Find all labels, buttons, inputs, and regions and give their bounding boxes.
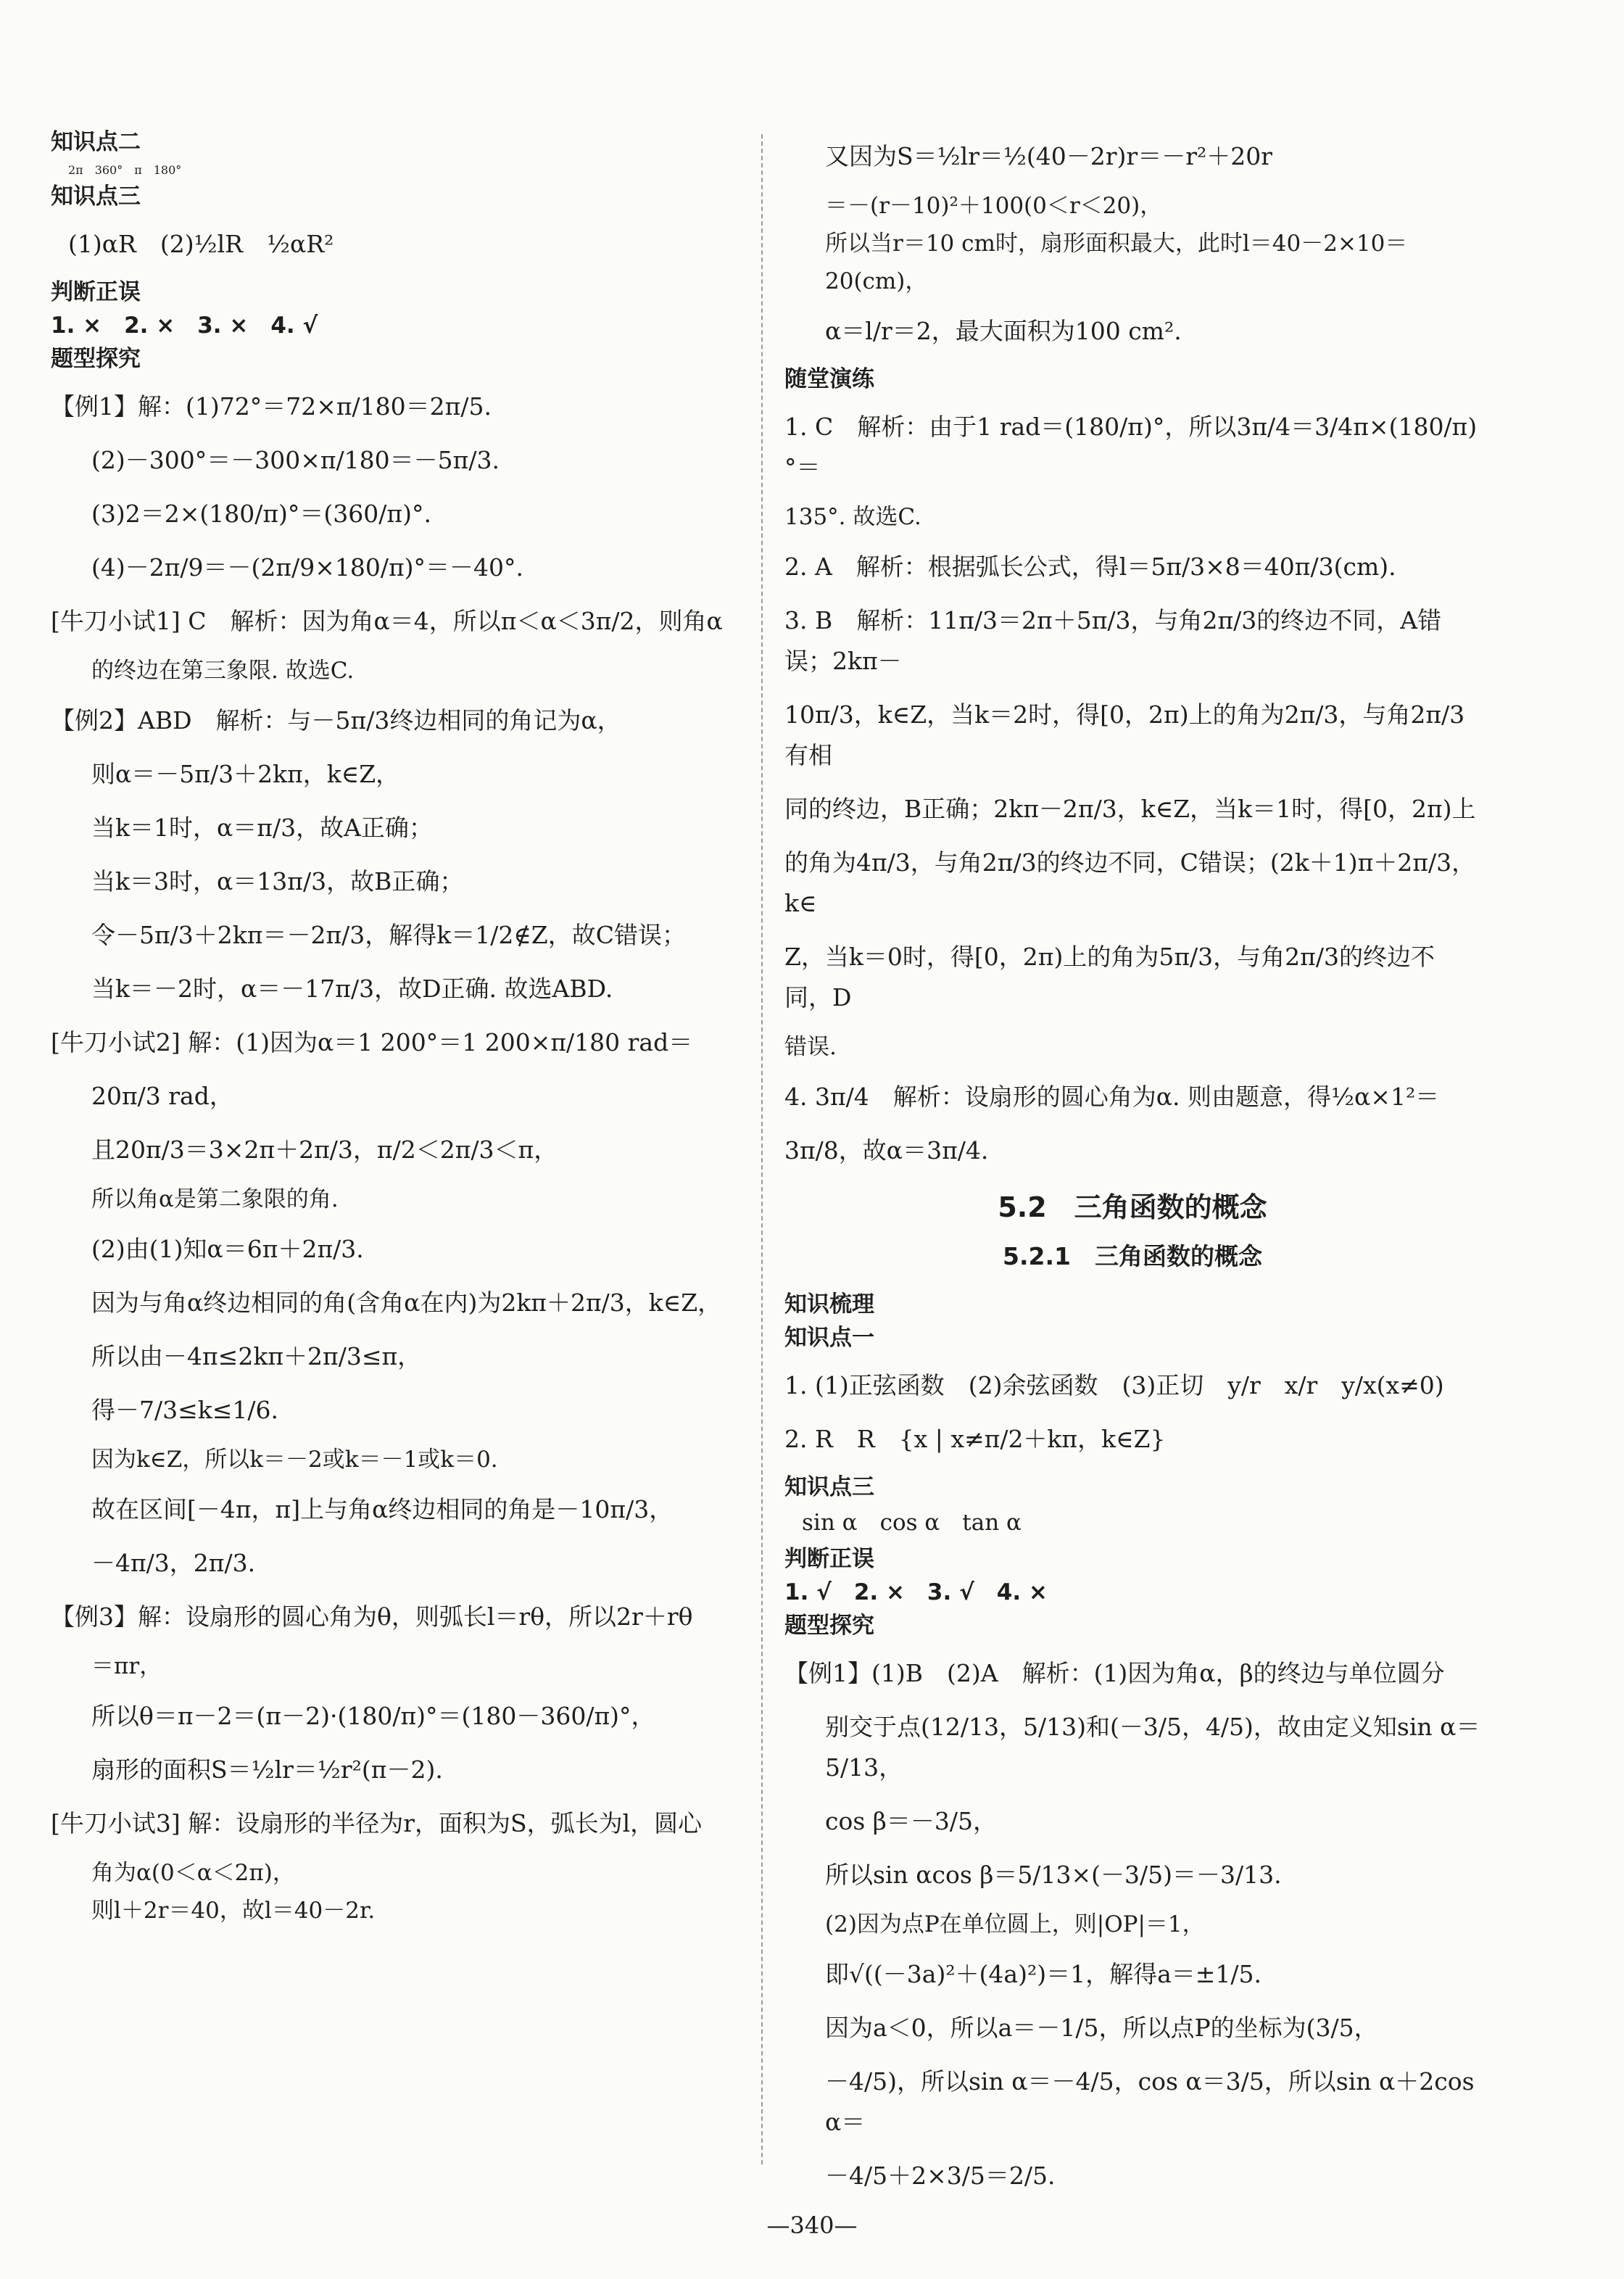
right-line: 135°. 故选C. bbox=[784, 504, 921, 530]
right-line: 随堂演练 bbox=[784, 366, 874, 392]
left-line: 1. × 2. × 3. × 4. √ bbox=[51, 313, 318, 339]
column-divider bbox=[761, 134, 763, 2164]
right-line: －4/5)，所以sin α＝－4/5，cos α＝3/5，所以sin α＋2cos α＝ bbox=[825, 2067, 1475, 2136]
right-line: 错误. bbox=[784, 1034, 837, 1060]
left-line: 【例3】解：设扇形的圆心角为θ，则弧长l＝rθ，所以2r＋rθ bbox=[51, 1602, 693, 1631]
right-line: 同的终边，B正确；2kπ－2π/3，k∈Z，当k＝1时，得[0，2π)上 bbox=[784, 795, 1476, 823]
left-line: 当k＝－2时，α＝－17π/3，故D正确. 故选ABD. bbox=[91, 975, 613, 1003]
right-line: 5.2 三角函数的概念 bbox=[998, 1191, 1267, 1223]
left-line: 当k＝3时，α＝13π/3，故B正确； bbox=[91, 867, 464, 896]
left-line: 则l＋2r＝40，故l＝40－2r. bbox=[91, 1898, 376, 1924]
left-line: 得－7/3≤k≤1/6. bbox=[91, 1396, 279, 1424]
right-column bbox=[784, 123, 1480, 2209]
left-line: 判断正误 bbox=[51, 279, 141, 305]
right-line: 4. 3π/4 解析：设扇形的圆心角为α. 则由题意，得½α×1²＝ bbox=[784, 1083, 1440, 1111]
left-line: 且20π/3＝3×2π＋2π/3，π/2＜2π/3＜π， bbox=[91, 1136, 558, 1164]
right-line: 3. B 解析：11π/3＝2π＋5π/3，与角2π/3的终边不同，A错误；2kπ－ bbox=[784, 606, 1442, 675]
left-line: ＝πr， bbox=[91, 1653, 162, 1679]
right-line: 1. (1)正弦函数 (2)余弦函数 (3)正切 y/r x/r y/x(x≠0) bbox=[784, 1371, 1444, 1399]
left-line: 则α＝－5π/3＋2kπ，k∈Z， bbox=[91, 760, 400, 788]
right-line: 知识梳理 bbox=[784, 1291, 874, 1318]
right-line: 又因为S＝½lr＝½(40－2r)r＝－r²＋20r bbox=[825, 142, 1272, 170]
right-line: ＝－(r－10)²＋100(0＜r＜20)， bbox=[825, 193, 1163, 219]
right-line: 2. R R {x | x≠π/2＋kπ，k∈Z} bbox=[784, 1425, 1166, 1453]
left-line: 所以θ＝π－2＝(π－2)·(180/π)°＝(180－360/π)°， bbox=[91, 1702, 655, 1730]
right-line: 的角为4π/3，与角2π/3的终边不同，C错误；(2k＋1)π＋2π/3，k∈ bbox=[784, 848, 1476, 917]
right-line: cos β＝－3/5， bbox=[825, 1807, 997, 1835]
left-line: 因为与角α终边相同的角(含角α在内)为2kπ＋2π/3，k∈Z， bbox=[91, 1289, 722, 1317]
left-line: 【例1】解：(1)72°＝72×π/180＝2π/5. bbox=[51, 392, 492, 421]
left-line: －4π/3，2π/3. bbox=[91, 1549, 256, 1577]
right-line: 题型探究 bbox=[784, 1613, 874, 1639]
right-line: 所以sin αcos β＝5/13×(－3/5)＝－3/13. bbox=[825, 1861, 1282, 1889]
left-line: 扇形的面积S＝½lr＝½r²(π－2). bbox=[91, 1755, 443, 1784]
right-line: 5.2.1 三角函数的概念 bbox=[1003, 1242, 1262, 1270]
left-line: 知识点三 bbox=[51, 183, 141, 210]
right-line: 所以当r＝10 cm时，扇形面积最大，此时l＝40－2×10＝ bbox=[825, 231, 1408, 257]
right-line: 因为a＜0，所以a＝－1/5，所以点P的坐标为(3/5， bbox=[825, 2014, 1378, 2042]
left-line: 的终边在第三象限. 故选C. bbox=[91, 658, 355, 684]
left-line: 当k＝1时，α＝π/3，故A正确； bbox=[91, 814, 433, 842]
left-line: 2π 360° π 180° bbox=[68, 163, 182, 177]
right-line: 知识点三 bbox=[784, 1474, 874, 1500]
right-line: 1. C 解析：由于1 rad＝(180/π)°，所以3π/4＝3/4π×(180/π)°＝ bbox=[784, 413, 1478, 481]
left-line: 【例2】ABD 解析：与－5π/3终边相同的角记为α， bbox=[51, 706, 621, 735]
left-line: 20π/3 rad， bbox=[91, 1082, 233, 1110]
left-line: 因为k∈Z，所以k＝－2或k＝－1或k＝0. bbox=[91, 1447, 498, 1473]
right-line: 知识点一 bbox=[784, 1325, 874, 1351]
left-line: 所以角α是第二象限的角. bbox=[91, 1186, 339, 1212]
right-line: α＝l/r＝2，最大面积为100 cm². bbox=[825, 317, 1182, 345]
left-column bbox=[51, 123, 747, 1932]
right-line: 1. √ 2. × 3. √ 4. × bbox=[784, 1579, 1048, 1605]
right-line: 10π/3，k∈Z，当k＝2时，得[0，2π)上的角为2π/3，与角2π/3有相 bbox=[784, 700, 1465, 769]
page-number: —340— bbox=[766, 2212, 858, 2239]
left-line: (2)由(1)知α＝6π＋2π/3. bbox=[91, 1235, 364, 1263]
left-line: [牛刀小试2] 解：(1)因为α＝1 200°＝1 200×π/180 rad＝ bbox=[51, 1028, 693, 1056]
right-line: 即√((－3a)²＋(4a)²)＝1，解得a＝±1/5. bbox=[825, 1960, 1262, 1988]
left-line: 令－5π/3＋2kπ＝－2π/3，解得k＝1/2∉Z，故C错误； bbox=[91, 921, 686, 949]
left-line: [牛刀小试3] 解：设扇形的半径为r，面积为S，弧长为l，圆心 bbox=[51, 1809, 703, 1837]
left-line: 角为α(0＜α＜2π)， bbox=[91, 1860, 295, 1886]
right-line: 别交于点(12/13，5/13)和(－3/5，4/5)，故由定义知sin α＝5/13， bbox=[825, 1713, 1480, 1782]
left-line: (3)2＝2×(180/π)°＝(360/π)°. bbox=[91, 500, 431, 528]
right-line: sin α cos α tan α bbox=[802, 1510, 1022, 1536]
right-line: 3π/8，故α＝3π/4. bbox=[784, 1136, 989, 1165]
left-line: 所以由－4π≤2kπ＋2π/3≤π， bbox=[91, 1342, 422, 1370]
right-line: 2. A 解析：根据弧长公式，得l＝5π/3×8＝40π/3(cm). bbox=[784, 553, 1396, 581]
left-line: (1)αR (2)½lR ½αR² bbox=[68, 230, 334, 258]
right-line: 判断正误 bbox=[784, 1546, 874, 1572]
left-line: 题型探究 bbox=[51, 346, 141, 372]
left-line: 故在区间[－4π，π]上与角α终边相同的角是－10π/3， bbox=[91, 1495, 674, 1523]
left-line: (4)－2π/9＝－(2π/9×180/π)°＝－40°. bbox=[91, 553, 524, 582]
right-line: －4/5＋2×3/5＝2/5. bbox=[825, 2162, 1056, 2190]
right-line: (2)因为点P在单位圆上，则|OP|＝1， bbox=[825, 1911, 1205, 1937]
right-line: 20(cm)， bbox=[825, 268, 928, 294]
right-line: Z，当k＝0时，得[0，2π)上的角为5π/3，与角2π/3的终边不同，D bbox=[784, 943, 1435, 1012]
left-line: 知识点二 bbox=[51, 129, 141, 155]
right-line: 【例1】(1)B (2)A 解析：(1)因为角α，β的终边与单位圆分 bbox=[784, 1659, 1445, 1687]
left-line: [牛刀小试1] C 解析：因为角α＝4，所以π＜α＜3π/2，则角α bbox=[51, 607, 723, 635]
left-line: (2)－300°＝－300×π/180＝－5π/3. bbox=[91, 446, 500, 474]
